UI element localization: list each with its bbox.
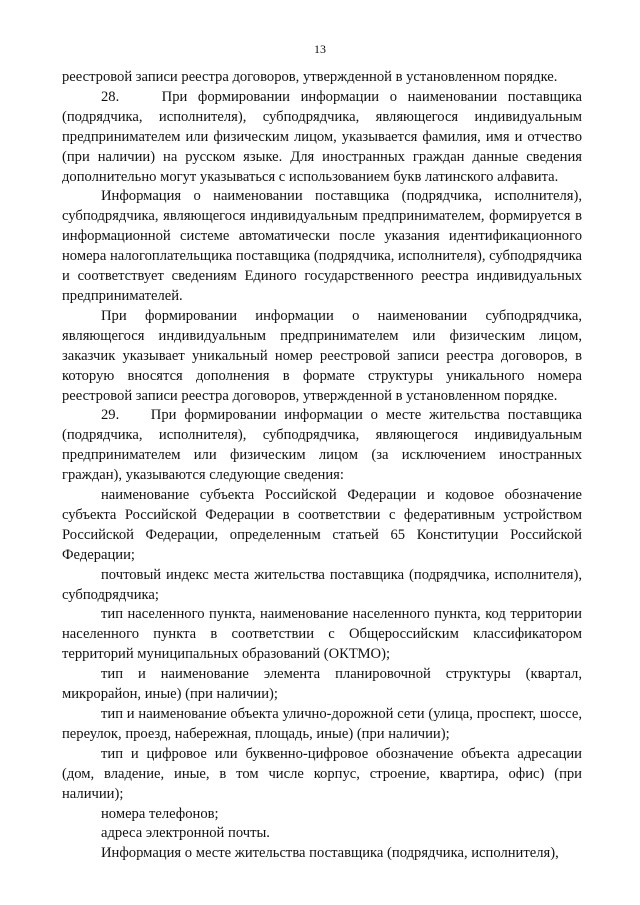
paragraph: наименование субъекта Российской Федерации и кодовое обозначение субъекта Российской Федерации в соответствии с федеративным устройством Российской Федерации, определенным статьей 65 Конституции Российской Федерации; xyxy=(62,487,582,563)
paragraph: адреса электронной почты. xyxy=(101,825,270,842)
paragraph: номера телефонов; xyxy=(101,805,219,822)
paragraph: тип населенного пункта, наименование населенного пункта, код территории населенного пункта в соответствии с Общероссийским классификатором территорий муниципальных образований (ОКТМО); xyxy=(62,606,582,663)
page-body xyxy=(62,68,582,864)
paragraph: тип и наименование объекта улично-дорожной сети (улица, проспект, шоссе, переулок, проезд, набережная, площадь, иные) (при наличии); xyxy=(62,706,582,742)
paragraph: 28. При формировании информации о наименовании поставщика (подрядчика, исполнителя), субподрядчика, являющегося индивидуальным предпринимателем или физическим лицом, указывается фамилия, имя и отчество (при наличии) на русском языке. Для иностранных граждан данные сведения дополнительно могут указываться с использованием букв латинского алфавита. xyxy=(62,88,582,185)
paragraph: 29. При формировании информации о месте жительства поставщика (подрядчика, исполнителя), субподрядчика, являющегося индивидуальным предпринимателем или физическим лицом (за исключением иностранных граждан), указываются следующие сведения: xyxy=(62,407,582,484)
paragraph: Информация о месте жительства поставщика (подрядчика, исполнителя), xyxy=(101,845,559,862)
paragraph: Информация о наименовании поставщика (подрядчика, исполнителя), субподрядчика, являющегося индивидуальным предпринимателем, формируется в информационной системе автоматически после указания идентификационного номера налогоплательщика поставщика (подрядчика, исполнителя), субподрядчика и соответствует сведениям Единого государственного реестра индивидуальных предпринимателей. xyxy=(62,188,582,304)
paragraph: тип и цифровое или буквенно-цифровое обозначение объекта адресации (дом, владение, иные, в том числе корпус, строение, квартира, офис) (при наличии); xyxy=(62,745,582,802)
paragraph: реестровой записи реестра договоров, утвержденной в установленном порядке. xyxy=(62,69,558,85)
page-number: 13 xyxy=(314,42,326,56)
paragraph: почтовый индекс места жительства поставщика (подрядчика, исполнителя), субподрядчика; xyxy=(62,566,582,603)
paragraph: тип и наименование элемента планировочной структуры (квартал, микрорайон, иные) (при наличии); xyxy=(62,666,582,703)
paragraph: При формировании информации о наименовании субподрядчика, являющегося индивидуальным предпринимателем или физическим лицом, заказчик указывает уникальный номер реестровой записи реестра договоров, в которую вносятся дополнения в формате структуры уникального номера реестровой записи реестра договоров, утвержденной в установленном порядке. xyxy=(62,307,582,404)
